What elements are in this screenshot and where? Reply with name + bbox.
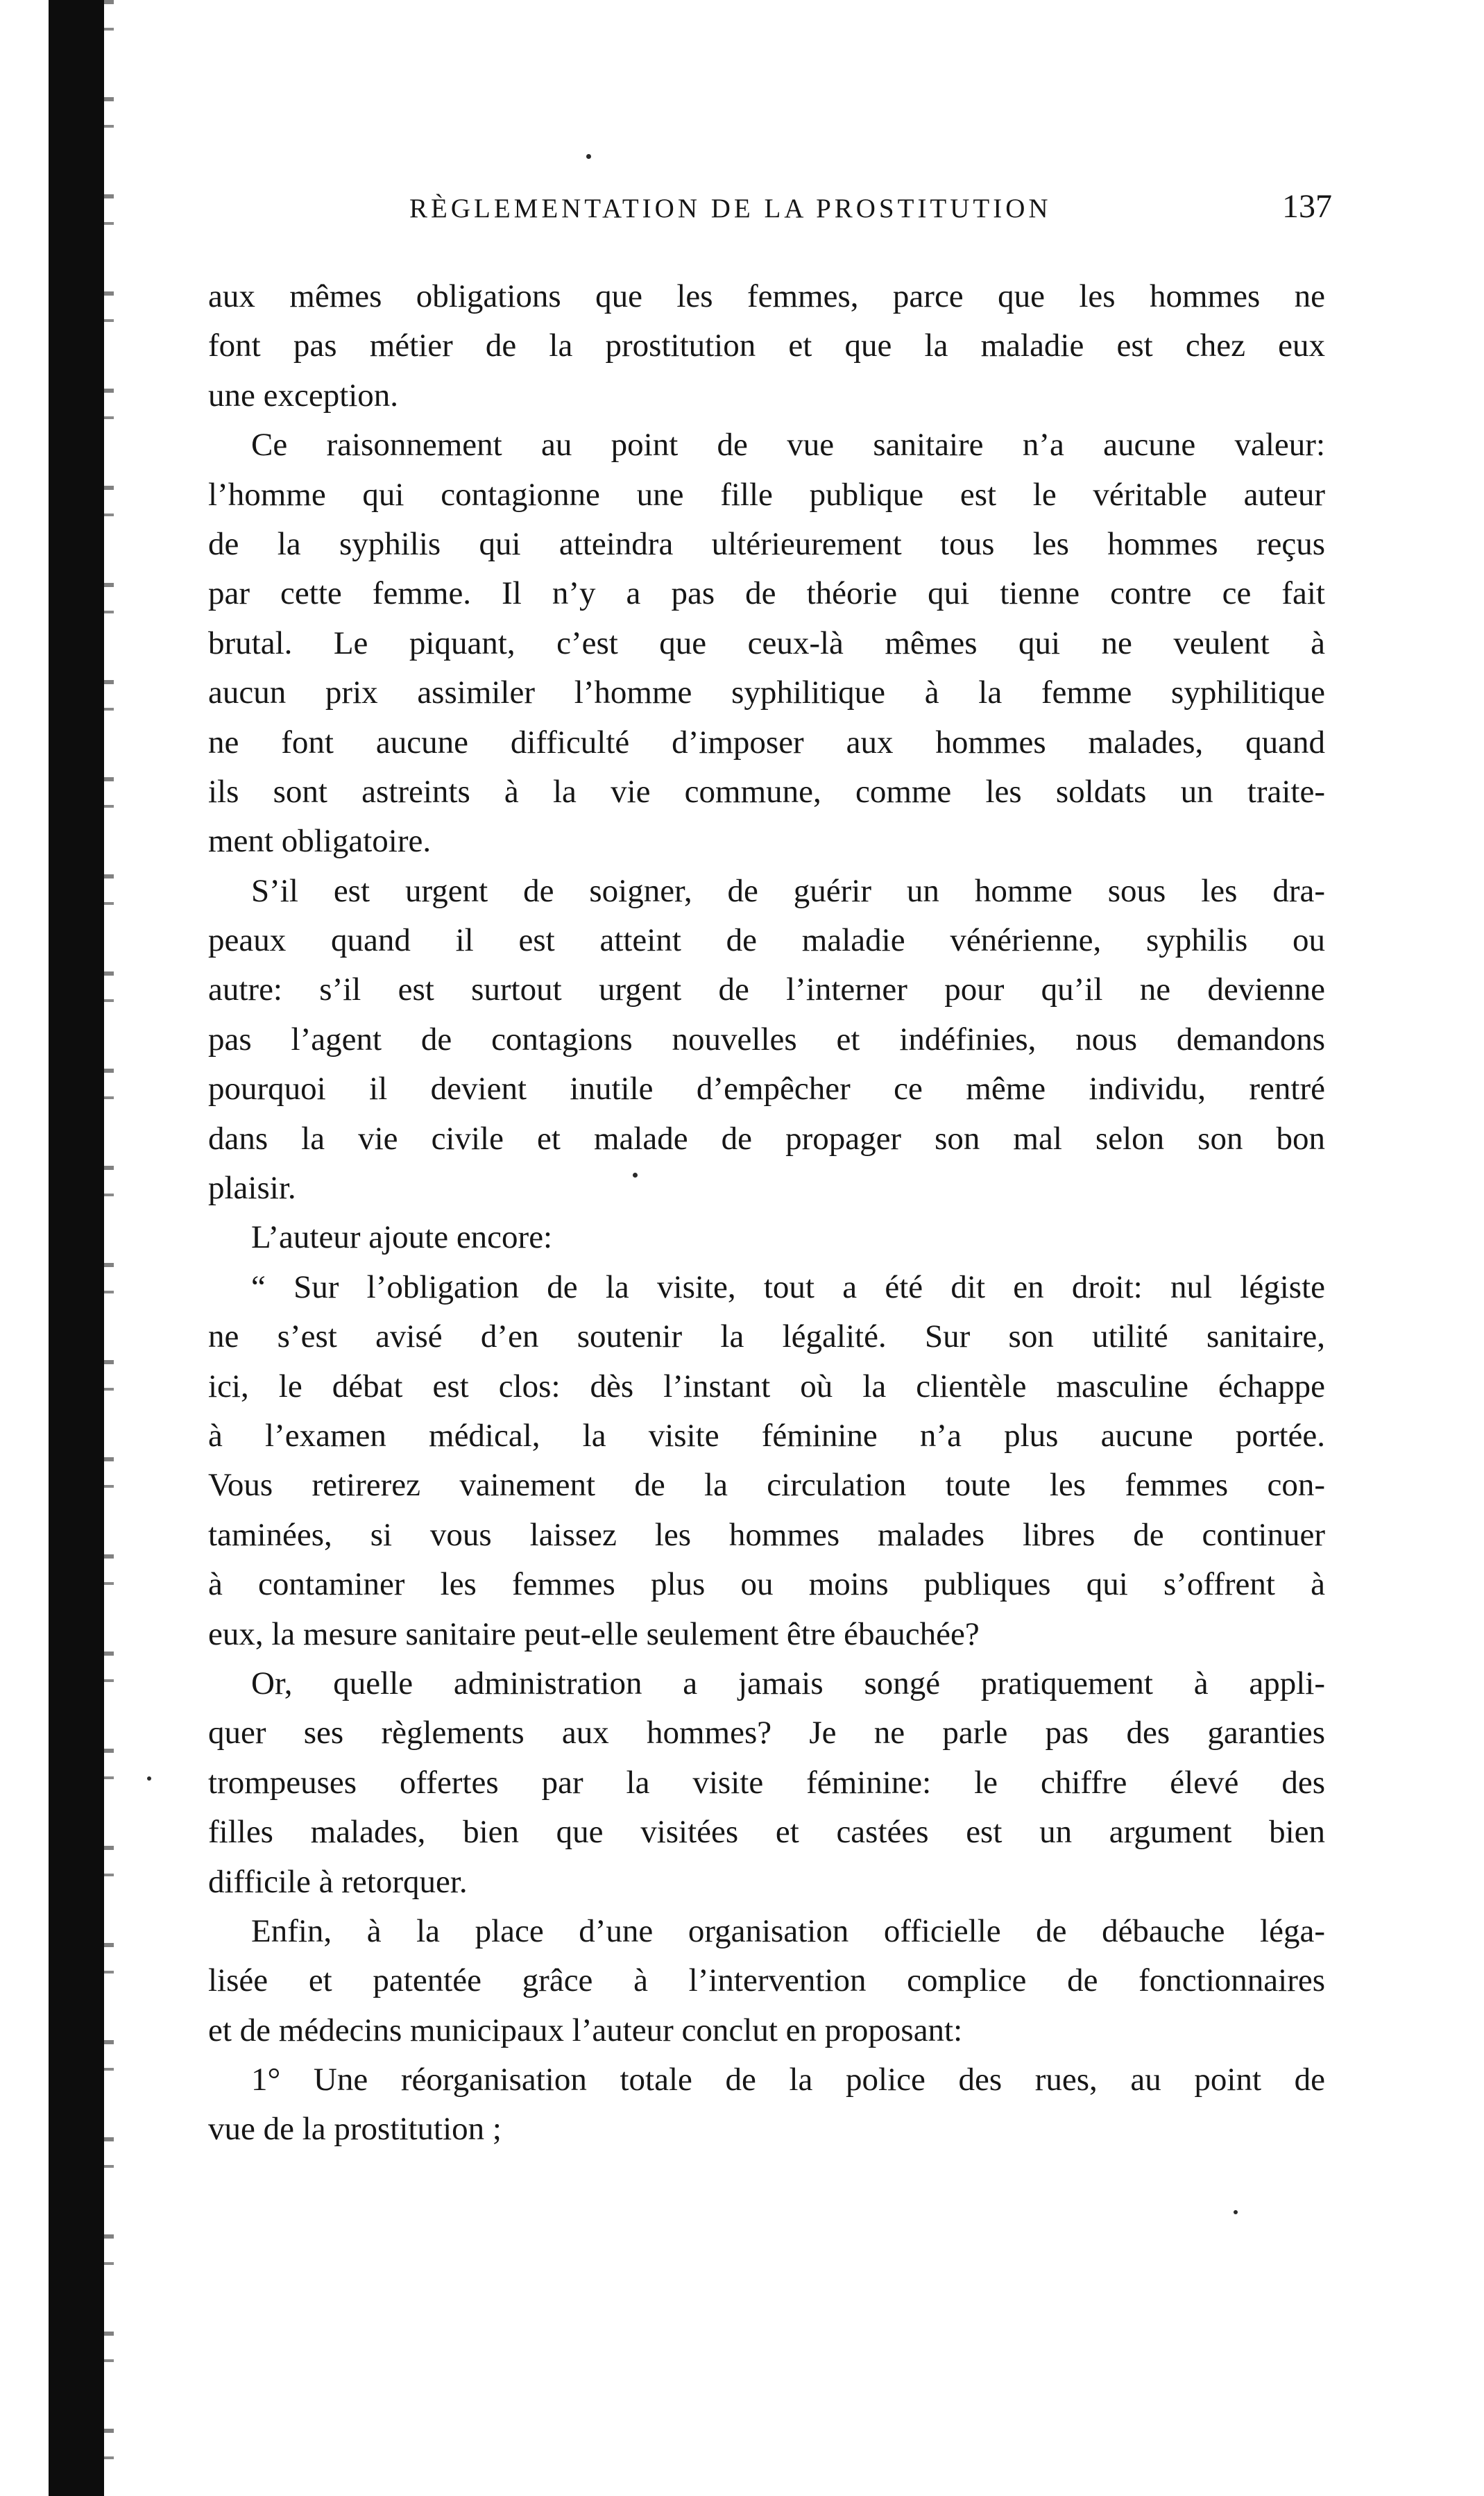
text-line: pas l’agent de contagions nouvelles et indéfinies, nous demandons (208, 1021, 1325, 1058)
text-line: quer ses règlements aux hommes? Je ne parle pas des garanties (208, 1715, 1325, 1751)
text-line: Enfin, à la place d’une organisation officielle de débauche léga- (251, 1912, 1325, 1949)
binding-shadow (104, 0, 114, 2496)
text-line: autre: s’il est surtout urgent de l’interner pour qu’il ne devienne (208, 971, 1325, 1008)
running-head: RÈGLEMENTATION DE LA PROSTITUTION (409, 194, 1052, 223)
text-line: Vous retirerez vainement de la circulation toute les femmes con- (208, 1467, 1325, 1504)
text-line: de la syphilis qui atteindra ultérieurement tous les hommes reçus (208, 525, 1325, 562)
text-line: plaisir. (208, 1170, 296, 1207)
body-text (208, 272, 1325, 2155)
text-line: brutal. Le piquant, c’est que ceux-là mêmes qui ne veulent à (208, 625, 1325, 661)
text-line: une exception. (208, 377, 399, 414)
text-line: et de médecins municipaux l’auteur conclut en proposant: (208, 2012, 963, 2048)
ink-speck (1234, 2210, 1238, 2214)
text-line: par cette femme. Il n’y a pas de théorie qui tienne contre ce fait (208, 575, 1325, 612)
text-line: vue de la prostitution ; (208, 2111, 502, 2148)
text-line: “ Sur l’obligation de la visite, tout a été dit en droit: nul légiste (251, 1268, 1325, 1305)
text-line: Ce raisonnement au point de vue sanitaire n’a aucune valeur: (251, 427, 1325, 464)
ink-speck (586, 154, 591, 159)
text-line: ne s’est avisé d’en soutenir la légalité. Sur son utilité sanitaire, (208, 1318, 1325, 1355)
text-line: filles malades, bien que visitées et castées est un argument bien (208, 1814, 1325, 1851)
text-line: l’homme qui contagionne une fille publique est le véritable auteur (208, 476, 1325, 513)
text-line: S’il est urgent de soigner, de guérir un homme sous les dra- (251, 872, 1325, 909)
text-line: peaux quand il est atteint de maladie vénérienne, syphilis ou (208, 922, 1325, 959)
text-line: 1° Une réorganisation totale de la police des rues, au point de (251, 2062, 1325, 2098)
text-line: aux mêmes obligations que les femmes, parce que les hommes ne (208, 278, 1325, 314)
text-line: font pas métier de la prostitution et que la maladie est chez eux (208, 328, 1325, 364)
text-line: lisée et patentée grâce à l’intervention complice de fonctionnaires (208, 1962, 1325, 1999)
text-line: ment obligatoire. (208, 823, 432, 860)
ink-speck (147, 1776, 151, 1781)
text-line: L’auteur ajoute encore: (251, 1219, 553, 1256)
ink-speck (633, 1173, 638, 1178)
text-line: trompeuses offertes par la visite féminine: le chiffre élevé des (208, 1764, 1325, 1801)
book-binding-edge (49, 0, 104, 2496)
text-line: pourquoi il devient inutile d’empêcher ce même individu, rentré (208, 1071, 1325, 1107)
text-line: ils sont astreints à la vie commune, comme les soldats un traite- (208, 773, 1325, 810)
text-line: taminées, si vous laissez les hommes malades libres de continuer (208, 1516, 1325, 1553)
text-line: dans la vie civile et malade de propager son mal selon son bon (208, 1120, 1325, 1157)
text-line: Or, quelle administration a jamais songé pratiquement à appli- (251, 1665, 1325, 1701)
text-line: difficile à retorquer. (208, 1863, 468, 1900)
text-line: ici, le débat est clos: dès l’instant où la clientèle masculine échappe (208, 1368, 1325, 1404)
text-line: ne font aucune difficulté d’imposer aux hommes malades, quand (208, 724, 1325, 761)
text-line: à contaminer les femmes plus ou moins publiques qui s’offrent à (208, 1566, 1325, 1603)
text-line: aucun prix assimiler l’homme syphilitique à la femme syphilitique (208, 674, 1325, 711)
page-header (208, 187, 1332, 236)
text-line: eux, la mesure sanitaire peut-elle seulement être ébauchée? (208, 1615, 980, 1652)
page-number: 137 (1282, 188, 1332, 225)
text-line: à l’examen médical, la visite féminine n’a plus aucune portée. (208, 1417, 1325, 1454)
